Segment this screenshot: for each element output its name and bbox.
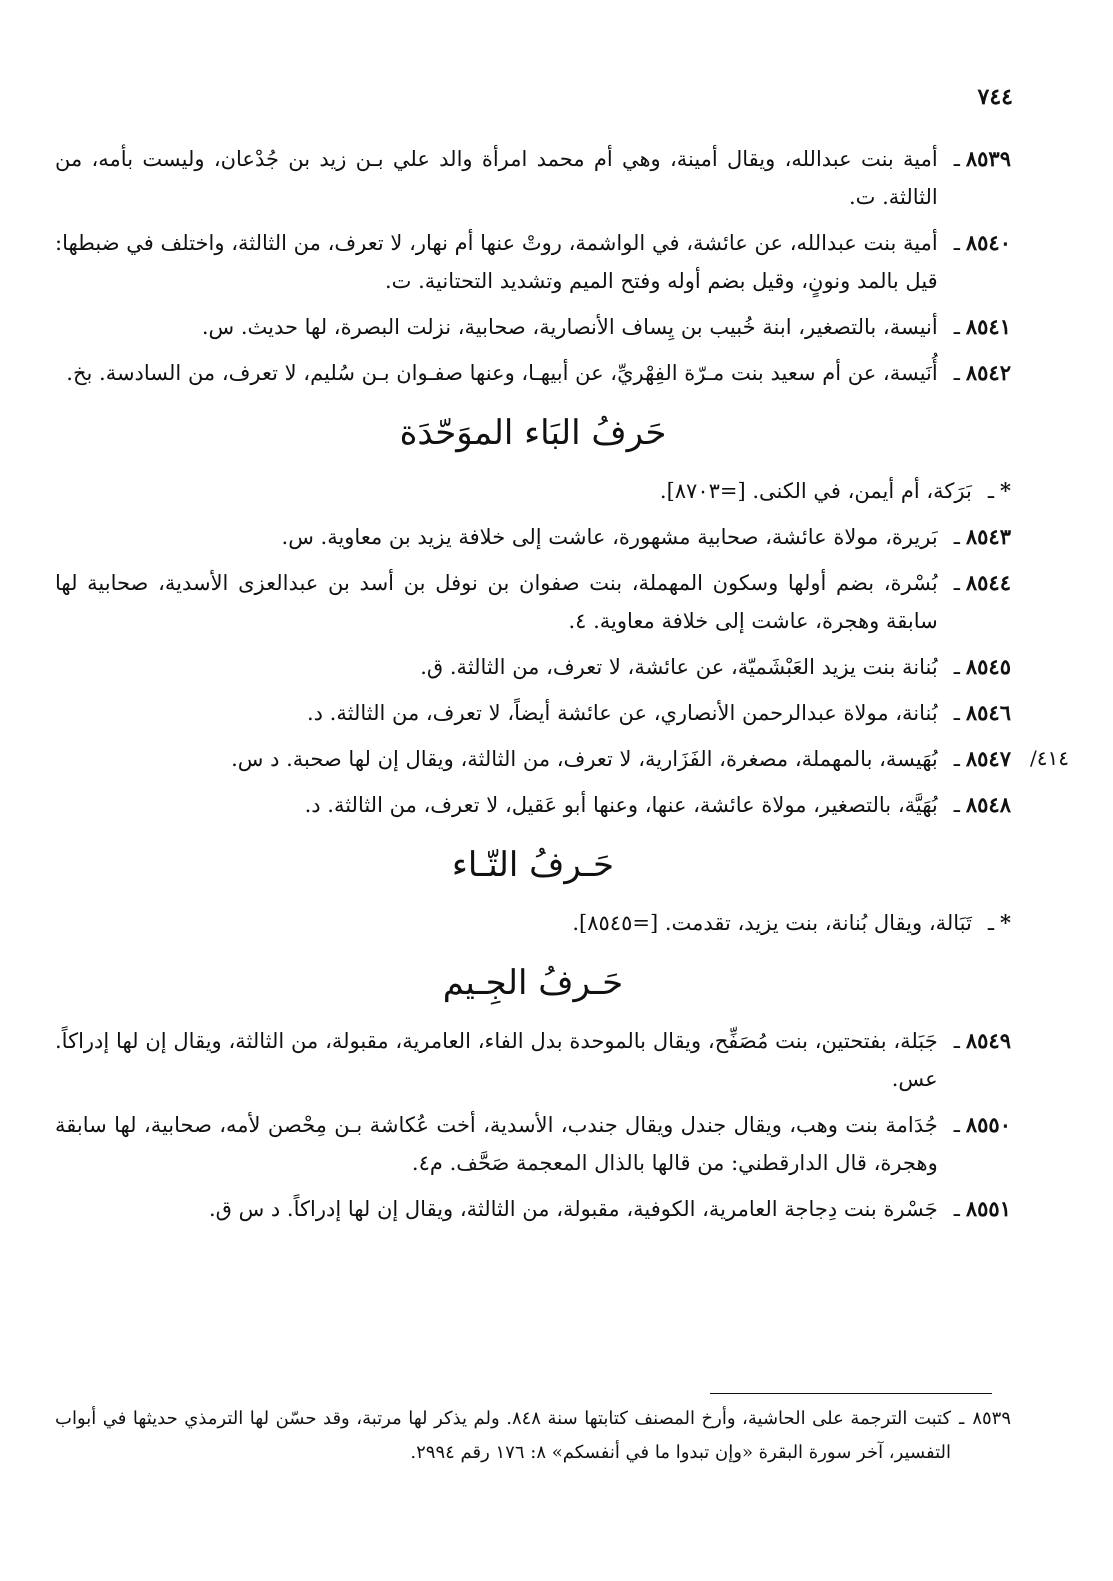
entry-number-value: ٨٥٤٥ [965, 654, 1011, 679]
entry-text: أُنَيسة، عن أم سعيد بنت مـرّة الفِهْريِّ، عن أبيهـا، وعنها صفـوان بـن سُليم، لا تعرف، من السادسة. بخ. [66, 361, 938, 385]
entry-number [982, 904, 1011, 942]
entry-dash: ـ [953, 793, 960, 817]
entry-dash: ـ [953, 655, 960, 679]
entry-number [948, 564, 1011, 640]
entry-number [948, 518, 1011, 556]
entry-number [982, 472, 1011, 510]
entry-number [948, 1190, 1011, 1228]
entry-text: جَسْرة بنت دِجاجة العامرية، الكوفية، مقبولة، من الثالثة، ويقال إن لها إدراكاً. د س ق. [208, 1197, 938, 1221]
entry-number [948, 740, 1011, 778]
entry-dash: ـ [953, 1113, 960, 1137]
entry-row [55, 308, 1011, 346]
entry-row [55, 904, 1011, 942]
entry-row [55, 740, 1011, 778]
entry-dash: ـ [953, 701, 960, 725]
entry-row [55, 694, 1011, 732]
entry-text: بُنانة بنت يزيد العَبْشَميّة، عن عائشة، لا تعرف، من الثالثة. ق. [420, 655, 938, 679]
entry-row [55, 140, 1011, 216]
entry-number [948, 1106, 1011, 1182]
entry-number [948, 140, 1011, 216]
entry-number [948, 786, 1011, 824]
section-heading: حَـرفُ التّـاء [451, 845, 615, 885]
entry-dash: ـ [987, 479, 995, 503]
entry-number-value: * [1000, 910, 1011, 935]
entry-dash: ـ [953, 747, 960, 771]
entry-text: بُهَيَّة، بالتصغير، مولاة عائشة، عنها، وعنها أبو عَقيل، لا تعرف، من الثالثة. د. [304, 793, 938, 817]
entry-text: بُسْرة، بضم أولها وسكون المهملة، بنت صفوان بن نوفل بن أسد بن عبدالعزى الأسدية، صحابية لها سابقة وهجرة، عاشت إلى خلافة معاوية. ٤. [55, 571, 938, 633]
entry-dash: ـ [953, 315, 960, 339]
entry-row [55, 564, 1011, 640]
entry-number-value: ٨٥٥١ [965, 1196, 1011, 1221]
footnote-dash: ـ [959, 1408, 965, 1429]
entry-number-value: ٨٥٤٤ [965, 570, 1011, 595]
entry-text: بَرَكة، أم أيمن، في الكنى. [=٨٧٠٣]. [659, 479, 972, 503]
entry-row [55, 472, 1011, 510]
entry-text: تَبَالة، ويقال بُنانة، بنت يزيد، تقدمت. [=٨٥٤٥]. [572, 911, 972, 935]
entry-text: أمية بنت عبدالله، عن عائشة، في الواشمة، روتْ عنها أم نهار، لا تعرف، من الثالثة، واختلف في ضبطها: قيل بالمد ونونٍ، وقيل بضم أوله وفتح الميم وتشديد التحتانية. ت. [55, 231, 938, 293]
footnote-number: ٨٥٣٩ [972, 1408, 1011, 1429]
entry-number-value: ٨٥٥٠ [965, 1112, 1011, 1137]
entry-dash: ـ [953, 525, 960, 549]
entry-number [948, 308, 1011, 346]
footnote [55, 1402, 1011, 1470]
margin-note: ٤١٤/ [1030, 746, 1069, 770]
entry-row [55, 354, 1011, 392]
entry-dash: ـ [953, 231, 960, 255]
entry-number-value: ٨٥٤٩ [965, 1028, 1011, 1053]
entry-text: أنيسة، بالتصغير، ابنة خُبيب بن يِساف الأنصارية، صحابية، نزلت البصرة، لها حديث. س. [201, 315, 938, 339]
entry-number-value: ٨٥٣٩ [965, 146, 1011, 171]
entry-dash: ـ [953, 361, 960, 385]
entry-number-value: ٨٥٤٠ [965, 230, 1011, 255]
page-number: ٧٤٤ [977, 84, 1013, 110]
footnote-divider [710, 1393, 992, 1394]
section-heading: حَـرفُ الجِـيم [442, 963, 624, 1003]
entry-text: بَريرة، مولاة عائشة، صحابية مشهورة، عاشت إلى خلافة يزيد بن معاوية. س. [281, 525, 938, 549]
entries-list [55, 140, 1011, 1236]
entry-number-value: ٨٥٤٦ [965, 700, 1011, 725]
entry-dash: ـ [987, 911, 995, 935]
section-heading: حَرفُ البَاء الموَحّدَة [399, 413, 667, 453]
entry-dash: ـ [953, 571, 960, 595]
footnote-text: كتبت الترجمة على الحاشية، وأرخ المصنف كتابتها سنة ٨٤٨. ولم يذكر لها مرتبة، وقد حسّن لها الترمذي حديثها في أبواب التفسير، آخر سورة البقرة «وإن تبدوا ما في أنفسكم» ٨: ١٧٦ رقم ٢٩٩٤. [55, 1408, 952, 1463]
entry-text: جَبَلة، بفتحتين، بنت مُصَفِّح، ويقال بالموحدة بدل الفاء، العامرية، مقبولة، من الثالثة، ويقال إن لها إدراكاً. عس. [55, 1029, 938, 1091]
entry-row [55, 518, 1011, 556]
entry-number-value: ٨٥٤٢ [965, 360, 1011, 385]
entry-row [55, 648, 1011, 686]
entry-number-value: ٨٥٤٨ [965, 792, 1011, 817]
entry-number [948, 648, 1011, 686]
entry-text: بُنانة، مولاة عبدالرحمن الأنصاري، عن عائشة أيضاً، لا تعرف، من الثالثة. د. [306, 701, 938, 725]
entry-dash: ـ [953, 147, 960, 171]
entry-row [55, 786, 1011, 824]
entry-number-value: ٨٥٤٧ [965, 746, 1011, 771]
entry-number [948, 354, 1011, 392]
entry-text: جُدَامة بنت وهب، ويقال جندل ويقال جندب، الأسدية، أخت عُكاشة بـن مِحْصن لأمه، صحابية، لها سابقة وهجرة، قال الدارقطني: من قالها بالذال المعجمة صَحَّف. م٤. [55, 1113, 938, 1175]
entry-number [948, 1022, 1011, 1098]
entry-number-value: ٨٥٤٣ [965, 524, 1011, 549]
entry-text: بُهَيسة، بالمهملة، مصغرة، الفَزَارية، لا تعرف، من الثالثة، ويقال إن لها صحبة. د س. [231, 747, 938, 771]
entry-number [948, 224, 1011, 300]
entry-row [55, 1022, 1011, 1098]
entry-row [55, 1106, 1011, 1182]
entry-row [55, 1190, 1011, 1228]
entry-text: أمية بنت عبدالله، ويقال أمينة، وهي أم محمد امرأة والد علي بـن زيد بن جُدْعان، وليست بأمه، من الثالثة. ت. [55, 147, 938, 209]
entry-row [55, 224, 1011, 300]
entry-dash: ـ [953, 1197, 960, 1221]
entry-number-value: * [1000, 478, 1011, 503]
entry-dash: ـ [953, 1029, 960, 1053]
entry-number-value: ٨٥٤١ [965, 314, 1011, 339]
entry-number [948, 694, 1011, 732]
